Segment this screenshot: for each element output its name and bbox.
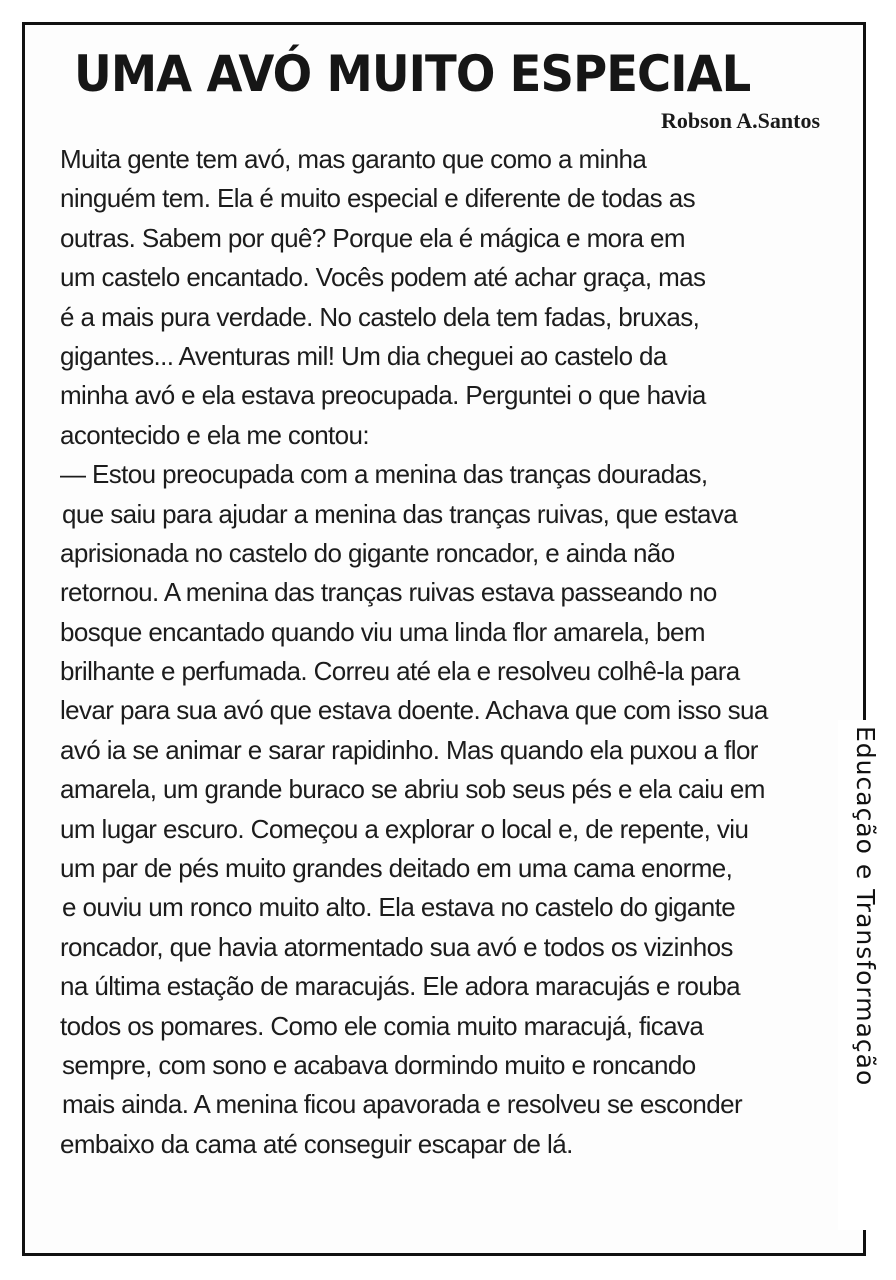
article-author: Robson A.Santos bbox=[661, 108, 820, 133]
side-label: Educação e Transformação bbox=[848, 726, 882, 1086]
story-line: e ouviu um ronco muito alto. Ela estava no castelo do gigante bbox=[62, 892, 736, 923]
story-line: é a mais pura verdade. No castelo dela tem fadas, bruxas, bbox=[60, 301, 700, 332]
story-line: amarela, um grande buraco se abriu sob seus pés e ela caiu em bbox=[60, 774, 765, 805]
story-line: ninguém tem. Ela é muito especial e diferente de todas as bbox=[60, 183, 695, 214]
story-line: sempre, com sono e acabava dormindo muito e roncando bbox=[62, 1049, 696, 1080]
story-line: outras. Sabem por quê? Porque ela é mágica e mora em bbox=[60, 222, 685, 253]
story-line: bosque encantado quando viu uma linda flor amarela, bem bbox=[60, 616, 705, 647]
story-line: — Estou preocupada com a menina das tranças douradas, bbox=[60, 459, 708, 490]
story-line: embaixo da cama até conseguir escapar de lá. bbox=[60, 1128, 573, 1159]
story-line: levar para sua avó que estava doente. Achava que com isso sua bbox=[60, 695, 768, 726]
story-line: um lugar escuro. Começou a explorar o local e, de repente, viu bbox=[60, 813, 749, 844]
story-line: Muita gente tem avó, mas garanto que como a minha bbox=[60, 144, 647, 174]
story-line: roncador, que havia atormentado sua avó e todos os vizinhos bbox=[60, 931, 733, 962]
story-line: brilhante e perfumada. Correu até ela e resolveu colhê-la para bbox=[60, 656, 740, 687]
story-line: acontecido e ela me contou: bbox=[60, 419, 370, 450]
story-line: um castelo encantado. Vocês podem até achar graça, mas bbox=[60, 262, 706, 293]
story-line: avó ia se animar e sarar rapidinho. Mas quando ela puxou a flor bbox=[60, 734, 758, 765]
article-title: UMA AVÓ MUITO ESPECIAL bbox=[74, 45, 751, 103]
story-text bbox=[60, 140, 850, 1164]
story-line: minha avó e ela estava preocupada. Perguntei o que havia bbox=[60, 380, 706, 411]
story-line: gigantes... Aventuras mil! Um dia cheguei ao castelo da bbox=[60, 340, 667, 371]
story-line: todos os pomares. Como ele comia muito maracujá, ficava bbox=[60, 1010, 704, 1041]
story-line: um par de pés muito grandes deitado em uma cama enorme, bbox=[60, 853, 733, 884]
story-line: retornou. A menina das tranças ruivas estava passeando no bbox=[60, 577, 717, 608]
story-line: aprisionada no castelo do gigante roncador, e ainda não bbox=[60, 537, 675, 568]
story-line: mais ainda. A menina ficou apavorada e resolveu se esconder bbox=[62, 1089, 743, 1120]
story-line: que saiu para ajudar a menina das tranças ruivas, que estava bbox=[62, 498, 738, 529]
story-line: na última estação de maracujás. Ele adora maracujás e rouba bbox=[60, 971, 740, 1002]
